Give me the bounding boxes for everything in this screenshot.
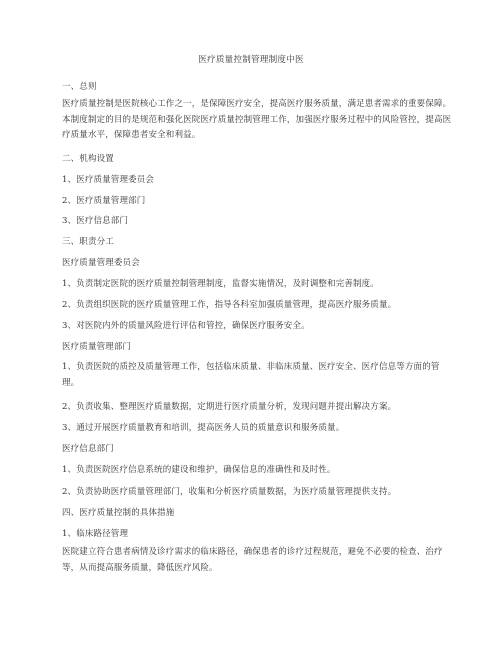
info-dept-duty-2: 2、负责协助医疗质量管理部门，收集和分析医疗质量数据，为医疗质量管理提供支持。: [62, 487, 397, 497]
info-dept-duty-1: 1、负责医院医疗信息系统的建设和维护，确保信息的准确性和及时性。: [62, 465, 336, 475]
section-heading-general: 一、总则: [62, 82, 97, 92]
section-heading-organization: 二、机构设置: [62, 154, 114, 164]
subheading-quality-dept: 医疗质量管理部门: [62, 342, 132, 352]
measure-clinical-pathway: 1、临床路径管理: [62, 529, 129, 539]
subheading-committee: 医疗质量管理委员会: [62, 258, 140, 268]
subheading-info-dept: 医疗信息部门: [62, 444, 114, 454]
quality-dept-duty-3: 3、通过开展医疗质量教育和培训，提高医务人员的质量意识和服务质量。: [62, 423, 345, 433]
paragraph-general: 医疗质量控制是医院核心工作之一，是保障医疗安全，提高医疗服务质量，满足患者需求的重要保障。本制度制定的目的是规范和强化医院医疗质量控制管理工作，加强医疗服务过程中的风险管控，提高医疗质量水平，保障患者安全和利益。: [62, 99, 452, 140]
quality-dept-duty-1: 1、负责医院的质控及质量管理工作，包括临床质量、非临床质量、医疗安全、医疗信息等方面的管理。: [62, 362, 440, 388]
org-item-committee: 1、医疗质量管理委员会: [62, 175, 155, 185]
committee-duty-2: 2、负责组织医院的医疗质量管理工作，指导各科室加强质量管理，提高医疗服务质量。: [62, 300, 397, 310]
section-heading-measures: 四、医疗质量控制的具体措施: [62, 508, 175, 518]
document-title: 医疗质量控制管理制度中医: [198, 55, 304, 65]
org-item-info-dept: 3、医疗信息部门: [62, 216, 129, 226]
paragraph-clinical-pathway: 医院建立符合患者病情及诊疗需求的临床路径，确保患者的诊疗过程规范，避免不必要的检查、治疗等，从而提高服务质量，降低医疗风险。: [62, 547, 443, 573]
quality-dept-duty-2: 2、负责收集、整理医疗质量数据，定期进行医疗质量分析，发现问题并提出解决方案。: [62, 402, 397, 412]
org-item-quality-dept: 2、医疗质量管理部门: [62, 196, 146, 206]
committee-duty-1: 1、负责制定医院的医疗质量控制管理制度，监督实施情况，及时调整和完善制度。: [62, 279, 379, 289]
committee-duty-3: 3、对医院内外的质量风险进行评估和管控，确保医疗服务安全。: [62, 321, 310, 331]
section-heading-duties: 三、职责分工: [62, 237, 114, 247]
